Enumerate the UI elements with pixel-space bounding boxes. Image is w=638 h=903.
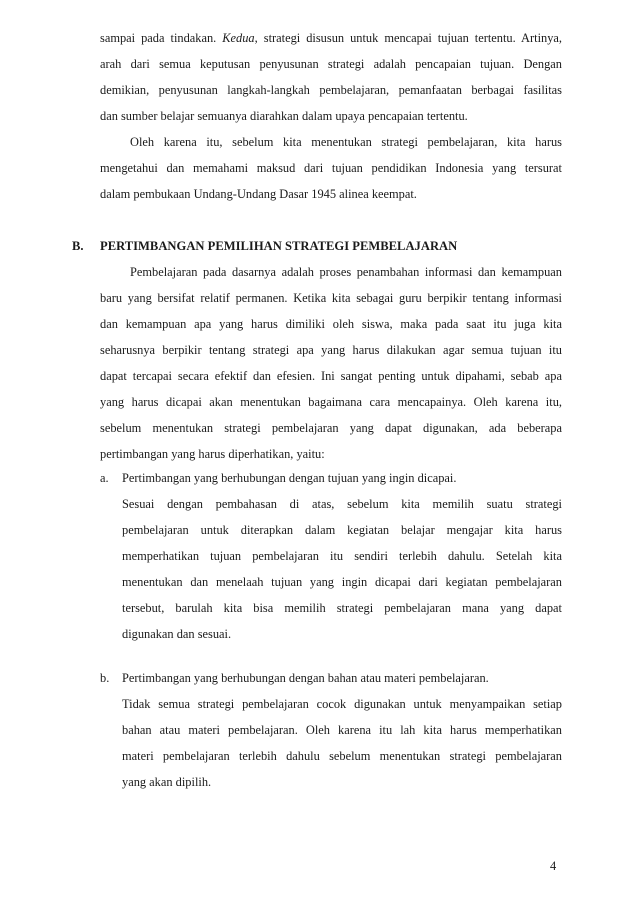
page-number: 4	[550, 859, 557, 873]
paragraph-line: Oleh karena itu, sebelum kita menentukan strategi pembelajaran, kita harus	[130, 135, 562, 149]
paragraph-line: sebelum menentukan strategi pembelajaran yang dapat digunakan, ada beberapa	[100, 421, 562, 435]
text-run: sampai pada tindakan.	[100, 31, 223, 45]
paragraph-line: digunakan dan sesuai.	[122, 627, 232, 641]
paragraph-line: yang harus dicapai akan menentukan bagaimana cara mencapainya. Oleh karena itu,	[100, 395, 562, 409]
paragraph-line: Tidak semua strategi pembelajaran cocok digunakan untuk menyampaikan setiap	[122, 697, 562, 711]
paragraph-line: arah dari semua keputusan penyusunan strategi adalah pencapaian tujuan. Dengan	[100, 57, 562, 71]
paragraph-line	[100, 30, 562, 46]
list-item-title: Pertimbangan yang berhubungan dengan bahan atau materi pembelajaran.	[122, 671, 489, 685]
paragraph-line: tersebut, barulah kita bisa memilih strategi pembelajaran mana yang dapat	[122, 601, 562, 615]
paragraph-line: pertimbangan yang harus diperhatikan, yaitu:	[100, 447, 325, 461]
paragraph-line: baru yang bersifat relatif permanen. Ketika kita sebagai guru berpikir tentang informasi	[100, 291, 562, 305]
paragraph-line: Pembelajaran pada dasarnya adalah proses penambahan informasi dan kemampuan	[130, 265, 562, 279]
paragraph-line: seharusnya berpikir tentang strategi apa yang harus dilakukan agar semua tujuan itu	[100, 343, 562, 357]
list-marker: b.	[100, 671, 110, 685]
paragraph-line: dan sumber belajar semuanya diarahkan dalam upaya pencapaian tertentu.	[100, 109, 468, 123]
paragraph-line: bahan atau materi pembelajaran. Oleh karena itu lah kita harus memperhatikan	[122, 723, 562, 737]
section-marker: B.	[72, 239, 84, 253]
section-heading: PERTIMBANGAN PEMILIHAN STRATEGI PEMBELAJARAN	[100, 239, 458, 253]
list-marker: a.	[100, 471, 109, 485]
paragraph-line: demikian, penyusunan langkah-langkah pembelajaran, pemanfaatan berbagai fasilitas	[100, 83, 562, 97]
paragraph-line: materi pembelajaran terlebih dahulu sebelum menentukan strategi pembelajaran	[122, 749, 562, 763]
paragraph-line: mengetahui dan memahami maksud dari tujuan pendidikan Indonesia yang tersurat	[100, 161, 562, 175]
paragraph-line: dan kemampuan apa yang harus dimiliki oleh siswa, maka pada saat itu juga kita	[100, 317, 562, 331]
paragraph-line: menentukan dan menelaah tujuan yang ingin dicapai dari kegiatan pembelajaran	[122, 575, 562, 589]
paragraph-line: yang akan dipilih.	[122, 775, 212, 789]
paragraph-line: dalam pembukaan Undang-Undang Dasar 1945 alinea keempat.	[100, 187, 417, 201]
paragraph-line: pembelajaran untuk diterapkan dalam kegiatan belajar mengajar kita harus	[122, 523, 562, 537]
paragraph-line: memperhatikan tujuan pembelajaran itu sendiri terlebih dahulu. Setelah kita	[122, 549, 562, 563]
italic-text-run: Kedua	[222, 31, 255, 45]
list-item-title: Pertimbangan yang berhubungan dengan tujuan yang ingin dicapai.	[122, 471, 457, 485]
paragraph-line: Sesuai dengan pembahasan di atas, sebelum kita memilih suatu strategi	[122, 497, 562, 511]
paragraph-line: dapat tercapai secara efektif dan efesien. Ini sangat penting untuk dipahami, sebab apa	[100, 369, 562, 383]
text-run: , strategi disusun untuk mencapai tujuan tertentu. Artinya,	[254, 31, 562, 45]
